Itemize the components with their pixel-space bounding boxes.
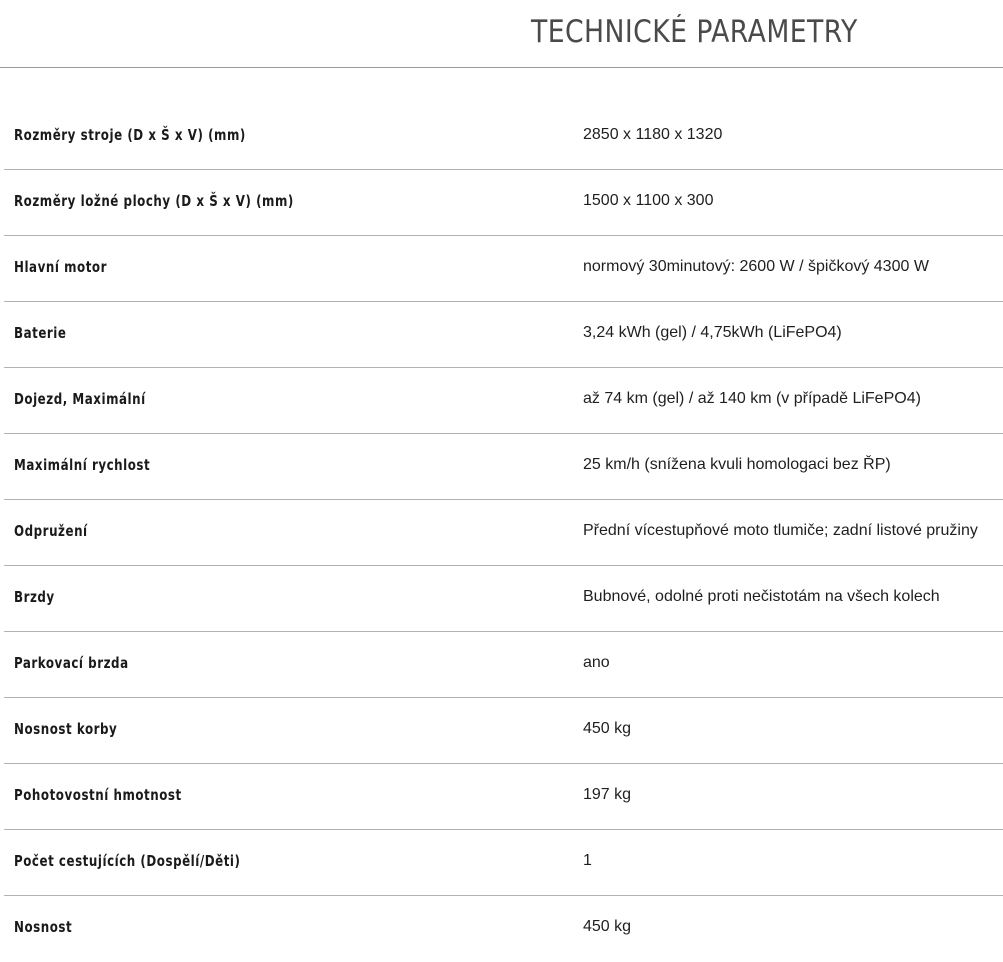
spec-value: normový 30minutový: 2600 W / špičkový 4300 W (583, 258, 929, 275)
page-title: TECHNICKÉ PARAMETRY (531, 14, 858, 50)
spec-label: Rozměry ložné plochy (D x Š x V) (mm) (14, 192, 294, 210)
spec-value: 1 (583, 852, 592, 869)
spec-value: až 74 km (gel) / až 140 km (v případě LiFePO4) (583, 390, 921, 407)
spec-row (4, 302, 1003, 368)
spec-row (4, 104, 1003, 170)
spec-row (4, 698, 1003, 764)
spec-label: Hlavní motor (14, 258, 107, 276)
spec-value: Přední vícestupňové moto tlumiče; zadní listové pružiny (583, 522, 978, 539)
spec-value: 450 kg (583, 918, 632, 935)
spec-value: ano (583, 654, 610, 671)
spec-row (4, 434, 1003, 500)
spec-label: Dojezd, Maximální (14, 390, 146, 408)
spec-label: Baterie (14, 324, 67, 342)
spec-label: Odpružení (14, 522, 88, 540)
spec-label: Nosnost korby (14, 720, 118, 738)
spec-label: Brzdy (14, 588, 55, 606)
spec-label: Rozměry stroje (D x Š x V) (mm) (14, 126, 246, 144)
spec-label: Počet cestujících (Dospělí/Děti) (14, 852, 241, 870)
spec-label: Pohotovostní hmotnost (14, 786, 182, 804)
spec-label: Maximální rychlost (14, 456, 151, 474)
spec-value: 3,24 kWh (gel) / 4,75kWh (LiFePO4) (583, 324, 842, 341)
spec-value: 450 kg (583, 720, 632, 737)
spec-table (4, 104, 1003, 962)
spec-value: 1500 x 1100 x 300 (583, 192, 714, 209)
spec-row (4, 896, 1003, 962)
spec-row (4, 500, 1003, 566)
spec-value: 197 kg (583, 786, 632, 803)
spec-label: Parkovací brzda (14, 654, 129, 672)
spec-row (4, 632, 1003, 698)
spec-label: Nosnost (14, 918, 73, 936)
spec-row (4, 764, 1003, 830)
spec-row (4, 170, 1003, 236)
page-header (0, 0, 1003, 68)
spec-value: Bubnové, odolné proti nečistotám na všech kolech (583, 588, 940, 605)
spec-value: 2850 x 1180 x 1320 (583, 126, 723, 143)
spec-row (4, 830, 1003, 896)
spec-row (4, 236, 1003, 302)
spec-row (4, 566, 1003, 632)
spec-row (4, 368, 1003, 434)
spec-value: 25 km/h (snížena kvuli homologaci bez ŘP) (583, 456, 891, 473)
